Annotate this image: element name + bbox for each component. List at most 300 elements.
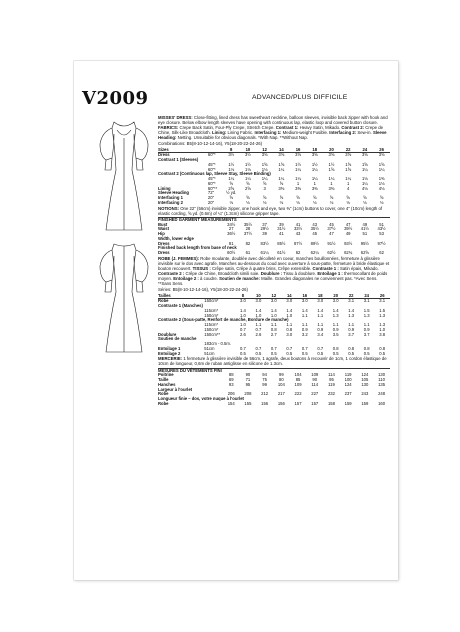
table-cell: 80 — [279, 377, 284, 383]
table-cell: 1¼ — [245, 176, 251, 182]
description-en — [158, 115, 390, 140]
difficulty-label: ADVANCED/PLUS DIFFICILE — [252, 94, 348, 101]
table-cell: 0.8 — [286, 326, 293, 332]
table-cell: 4⅛ — [378, 185, 385, 191]
table-cell: 62⅝ — [360, 250, 369, 256]
table-cell: 0.8 — [332, 345, 339, 351]
row-label: Dress — [158, 240, 170, 246]
table-cell: 3.1 — [379, 298, 386, 304]
text-segment: ROBE (J. FEMMES): — [158, 255, 200, 261]
row-label: Interfacing 2 — [158, 199, 183, 205]
table-cell: 3.0 — [239, 298, 246, 304]
table-cell: 119 — [328, 381, 335, 387]
table-cell: 0.7 — [255, 326, 262, 332]
text-segment: Entoilage 2 : — [173, 276, 199, 282]
table-cell: 3 — [263, 185, 266, 191]
text-segment: Contrast 1: — [275, 125, 299, 131]
table-cell: 1⅝ — [378, 161, 385, 167]
table-cell: 104 — [294, 372, 302, 378]
text-segment: Robe moulante, doublée avec décolleté en coeur, manches bouillonnées, fermeture à glissière invisible sur le dos avec agrafe. Manches au-dessous du coud avec ouverture à sous-patte, fermeture à bride élastique et bouton recouvert. — [158, 255, 390, 272]
text-segment: Close-fitting, lined dress has sweetheart neckline, balloon sleeves, invisible back zipper with hook and eye closure. Below elbow length sleeves have opening with continuous lap, elastic loop and covered button closure. — [158, 115, 388, 126]
table-cell: 71 — [245, 377, 251, 383]
table-cell: 45"* — [207, 176, 216, 182]
table-cell: 1.5 — [363, 307, 370, 313]
table-cell: 36½ — [227, 231, 236, 237]
pattern-number: V2009 — [82, 88, 149, 109]
table-cell: 91½ — [327, 240, 336, 246]
table-cell: 156 — [261, 400, 269, 406]
text-segment: Lining: — [211, 130, 227, 136]
table-cell: 0.5 — [255, 350, 262, 356]
table-cell: 1 — [296, 180, 300, 186]
table-cell: 1⅝ — [328, 166, 335, 172]
text-segment: Contraste 1 : — [312, 266, 339, 272]
table-cell: 208 — [244, 391, 252, 397]
text-segment: à coudre. — [198, 276, 220, 282]
text-segment: Netting. Unsuitable for obvious diagonals. *With Nap. **Without Nap. — [176, 135, 308, 141]
table-cell: 0.8 — [363, 345, 370, 351]
text-segment: Sew-in. — [356, 130, 373, 136]
yardage-table-en — [158, 148, 390, 206]
table-cell: 0.7 — [239, 326, 246, 332]
finished-measurements-en — [158, 217, 390, 256]
table-cell: 37 — [262, 221, 267, 227]
table-cell: 1¼ — [261, 176, 268, 182]
table-cell: 3⅜ — [278, 185, 285, 191]
table-cell: ⅝ — [246, 180, 250, 186]
table-cell: 3⅝ — [345, 152, 352, 158]
table-cell: 51cm — [204, 350, 215, 356]
header-cell: 14 — [273, 148, 290, 153]
text-segment: NOTIONS: — [158, 205, 180, 211]
table-cell: 159 — [361, 400, 369, 406]
row-label: Doublure — [158, 331, 177, 337]
table-cell: 0.7 — [270, 345, 277, 351]
table-cell: 37½ — [327, 226, 336, 232]
table-cell: 1¼ — [295, 166, 301, 172]
table-row — [158, 402, 390, 407]
table-cell: 3⅝ — [311, 152, 318, 158]
garment-line-drawings — [92, 118, 156, 358]
table-cell: 1.3 — [363, 312, 370, 318]
table-cell: 157 — [294, 400, 302, 406]
table-cell: 1.1 — [332, 322, 339, 328]
row-label: Interfacing 1 — [158, 195, 183, 201]
table-cell: 51cm — [204, 345, 215, 351]
text-segment: Crepe Back Satin, Four-Ply Crepe, Stretch Crepe. — [178, 125, 276, 131]
table-cell: 3.4 — [317, 331, 324, 337]
table-cell: 109 — [294, 381, 302, 387]
table-cell: 1½ — [245, 161, 251, 167]
table-cell: 62½ — [327, 250, 336, 256]
table-cell: 1⅛ — [245, 166, 251, 172]
row-label: Robe — [158, 298, 169, 304]
table-cell: 243 — [361, 391, 369, 397]
table-cell: 1¼ — [278, 166, 285, 172]
header-cell: 10 — [251, 294, 266, 299]
table-cell: 2.6 — [255, 331, 262, 337]
row-label: Hanches — [158, 381, 176, 387]
table-cell: 51 — [379, 221, 384, 227]
table-cell: 0.8 — [348, 345, 355, 351]
header-cell: 22 — [343, 294, 358, 299]
table-cell: 35½ — [310, 226, 319, 232]
table-cell: ½ yd. — [226, 190, 237, 196]
section-label: Contraste 2 (Sous-patte, Renfort de manche, Bordure de manche) — [158, 317, 289, 323]
table-cell: 39 — [279, 221, 284, 227]
header-cell: 16 — [297, 294, 312, 299]
table-cell: 81 — [228, 240, 234, 246]
table-cell: 104 — [277, 381, 285, 387]
table-cell: 1⅛ — [228, 166, 235, 172]
table-cell: 0.9 — [332, 326, 339, 332]
table-cell: 1.5 — [379, 307, 386, 313]
table-cell: 1 — [346, 180, 350, 186]
table-cell: 124 — [361, 372, 369, 378]
header-cell: 14 — [282, 294, 297, 299]
table-cell: 45 — [329, 221, 334, 227]
table-cell: 1.4 — [255, 307, 262, 313]
table-cell: 62¾ — [344, 250, 353, 256]
table-cell: 3.0 — [317, 298, 324, 304]
table-cell: 0.5 — [239, 350, 246, 356]
table-cell: 3.7 — [348, 331, 355, 337]
header-cell: Sizes — [158, 148, 208, 153]
text-segment: Crêpe satin, Crêpe à quatre brins, Crêpe extensible. — [210, 266, 313, 272]
table-cell: ⅛ — [296, 199, 300, 205]
table-cell: 1.3 — [332, 312, 339, 318]
table-cell: 0.7 — [317, 345, 324, 351]
table-cell: 60"* — [207, 180, 216, 186]
table-cell: 3.0 — [332, 298, 339, 304]
table-cell: 3⅜ — [311, 185, 318, 191]
table-cell: 115cm* — [204, 322, 219, 328]
table-cell: 60"** — [207, 185, 218, 191]
table-cell: 1.1 — [255, 322, 262, 328]
table-cell: ⅛ — [246, 199, 250, 205]
row-label: Lining — [158, 185, 171, 191]
notions-fr — [158, 356, 390, 366]
table-cell: 158 — [327, 400, 335, 406]
table-cell: 1.4 — [270, 307, 277, 313]
header-cell: 8 — [223, 148, 240, 153]
table-cell: 20" — [207, 195, 215, 201]
table-cell: ⅝ — [379, 195, 384, 201]
table-cell: 0.5 — [301, 350, 308, 356]
table-cell: ⅝ — [312, 195, 317, 201]
section-label: Contrast 2 (Continuous lap, Sleeve Stay, Sleeve Binding) — [158, 171, 271, 177]
header-cell: 18 — [313, 294, 328, 299]
table-cell: 3.2 — [301, 331, 308, 337]
row-label: Dress — [158, 250, 170, 256]
table-cell: 62¼ — [310, 250, 319, 256]
table-cell: 183cm - 0.5m. — [204, 341, 231, 347]
table-cell: 99 — [279, 372, 284, 378]
table-cell: 72" — [207, 190, 215, 196]
table-cell: 119 — [344, 372, 352, 378]
table-cell: 3.1 — [348, 298, 355, 304]
table-cell: ⅝ — [279, 180, 284, 186]
text-segment: thermocollant de poids moyen. — [158, 271, 388, 282]
table-cell: 69 — [228, 377, 234, 383]
table-cell: 1 — [330, 180, 333, 186]
row-label: Entoilage 1 — [158, 345, 181, 351]
table-cell: ⅝ — [363, 195, 367, 201]
section-label: Finished back length from base of neck — [158, 245, 237, 251]
table-cell: 1½ — [295, 161, 301, 167]
section-label: Longueur finie – dos, votre nuque à l'ourlet — [158, 396, 244, 402]
table-cell: 82 — [245, 240, 251, 246]
table-cell: 217 — [277, 391, 285, 397]
table-cell: 41½ — [360, 226, 369, 232]
table-cell: 227 — [311, 391, 319, 397]
table-cell: 154 — [227, 400, 235, 406]
section-label: Contrast 1 (Sleeves) — [158, 157, 199, 163]
header-cell: 26 — [373, 148, 390, 153]
table-cell: 1¼ — [328, 176, 335, 182]
table-cell: 3⅜ — [328, 185, 335, 191]
table-cell: 3⅝ — [378, 152, 385, 158]
table-cell: 1.0 — [255, 312, 262, 318]
table-cell: 248 — [378, 391, 386, 397]
header-cell: 8 — [235, 294, 250, 299]
table-cell: 95 — [329, 377, 334, 383]
text-segment: Doublure : — [260, 271, 283, 277]
table-cell: 105 — [361, 377, 369, 383]
table-cell: 1⅝ — [345, 166, 352, 172]
row-label: Robe — [158, 391, 169, 397]
row-label: Robe — [158, 400, 169, 406]
text-segment: Tissu à doublure. — [282, 271, 318, 277]
table-cell: 212 — [261, 391, 269, 397]
row-label: Waist — [158, 226, 170, 232]
table-cell: 110 — [378, 377, 385, 383]
table-cell: 1.4 — [317, 307, 324, 313]
table-cell: 62 — [295, 250, 301, 256]
table-cell: ⅛ — [329, 199, 334, 205]
table-cell: 1⅝ — [261, 161, 268, 167]
table-cell: 1.4 — [286, 307, 293, 313]
table-cell: 53 — [379, 231, 384, 237]
text-segment: One 22" (56cm) invisible zipper, one hook and eye, two ⅜" (1cm) buttons to cover, one 4" (10cm) length of elastic cording, ⅝ yd. (0.6m) of ¼" (1.3cm) silicone gripper tape. — [158, 205, 383, 216]
table-cell: 2.7 — [270, 331, 277, 337]
table-cell: 60"* — [207, 152, 216, 158]
table-cell: ⅝ — [262, 195, 267, 201]
table-cell: 1⅛ — [361, 176, 368, 182]
table-cell: 1.0 — [270, 312, 277, 318]
table-cell: 114 — [311, 381, 319, 387]
table-cell: 155 — [244, 400, 252, 406]
table-cell: 1.1 — [363, 322, 370, 328]
header-cell: 16 — [290, 148, 307, 153]
section-label: Soutien de manche — [158, 336, 197, 342]
table-cell: 41 — [295, 221, 301, 227]
table-cell: 1.1 — [317, 322, 324, 328]
table-cell: 1.0 — [239, 322, 246, 328]
table-cell: 61¼ — [260, 250, 269, 256]
combinations-fr: Séries: B5(8-10-12-14-16), Y5(18-20-22-24-26) — [158, 287, 248, 293]
table-cell: 150cm* — [204, 312, 219, 318]
table-cell: 1¼ — [278, 176, 285, 182]
table-cell: 206 — [227, 391, 235, 397]
table-cell: 1⅝ — [278, 161, 285, 167]
table-cell: 60"* — [207, 166, 216, 172]
text-segment: Sleeve Heading: — [158, 130, 387, 141]
table-cell — [208, 402, 223, 407]
table-cell: 2⅝ — [228, 185, 235, 191]
section-label: Width, lower edge — [158, 235, 194, 241]
table-cell: 130 — [361, 381, 369, 387]
table-title: FINISHED GARMENT MEASUREMENTS — [158, 217, 390, 222]
table-cell: 232 — [327, 391, 335, 397]
table-cell: 0.5 — [270, 350, 277, 356]
table-cell: 41 — [279, 231, 284, 237]
text-segment: Interfacing 2: — [329, 130, 357, 136]
table-cell: 88 — [228, 372, 234, 378]
text-segment: Interfacing 1: — [254, 130, 282, 136]
table-cell: 49 — [362, 221, 368, 227]
table-cell: 45"* — [207, 161, 216, 167]
table-cell: 43 — [295, 231, 301, 237]
yardage-table-fr — [158, 294, 390, 357]
table-cell: 1.3 — [379, 312, 386, 318]
table-cell: 90 — [312, 377, 318, 383]
table-cell: ⅛ — [229, 199, 233, 205]
table-cell: 90 — [245, 372, 251, 378]
table-cell: 4 — [346, 185, 350, 191]
table-cell: 97½ — [377, 240, 386, 246]
row-label: Dress — [158, 152, 170, 158]
table-cell: 3⅝ — [361, 152, 368, 158]
table-cell: ⅝ — [296, 195, 300, 201]
table-cell: 33½ — [293, 226, 303, 232]
text-segment: TISSUS : — [192, 266, 211, 272]
table-cell: 222 — [294, 391, 302, 397]
finished-measurements-fr — [158, 368, 390, 407]
table-cell: 124 — [344, 381, 352, 387]
table-cell: 43 — [312, 221, 318, 227]
table-cell: 1¼ — [361, 166, 368, 172]
text-segment: FABRICS: — [158, 125, 179, 131]
table-cell: 45 — [312, 231, 318, 237]
header-cell: 20 — [328, 294, 343, 299]
table-cell: 3.1 — [363, 298, 370, 304]
row-label: Sleeve Heading — [158, 190, 189, 196]
text-segment: Satin épais, Mikado. — [338, 266, 379, 272]
table-cell: 1½ — [328, 161, 335, 167]
table-cell: 1⅜ — [378, 176, 385, 182]
table-cell: 37½ — [243, 231, 252, 237]
table-cell: 1.1 — [301, 312, 308, 318]
table-cell: 1¼ — [361, 180, 368, 186]
table-cell: 150cm** — [204, 331, 221, 337]
table-cell: 160 — [378, 400, 386, 406]
table-cell: 93 — [228, 381, 234, 387]
table-cell: 0.7 — [286, 345, 293, 351]
table-cell: 99 — [262, 381, 267, 387]
table-cell: 1½ — [311, 161, 318, 167]
table-cell: 61 — [245, 250, 251, 256]
table-cell: 47 — [329, 231, 334, 237]
table-cell: 61½ — [277, 250, 286, 256]
table-cell: 0.7 — [255, 345, 262, 351]
table-cell: 1.1 — [270, 322, 277, 328]
row-label: Entoilage 2 — [158, 350, 181, 356]
table-cell: 159 — [344, 400, 352, 406]
table-cell: 157 — [311, 400, 319, 406]
table-cell: 1.4 — [332, 307, 339, 313]
table-cell: 93½ — [344, 240, 353, 246]
table-cell: 1⅛ — [261, 166, 268, 172]
row-label: Hip — [158, 231, 165, 237]
table-cell: 1¼ — [378, 166, 385, 172]
table-cell: 2.6 — [239, 331, 246, 337]
section-label: Contraste 1 (Manches) — [158, 303, 203, 309]
text-segment: 1 fermeture à glissière invisible de 56cm, 1 agrafe, deux boutons à recouvrir de 1cm, 1 cordon élastique de 10cm de longueur, 0,6m de ruban antiglisse en silicone de 1.3cm. — [158, 356, 387, 367]
table-cell: ⅛ — [379, 199, 384, 205]
header-cell: 22 — [340, 148, 357, 153]
table-cell: 29½ — [260, 226, 269, 232]
table-cell: 62 — [379, 250, 384, 256]
table-cell: 114 — [328, 372, 335, 378]
table-cell: 237 — [344, 391, 352, 397]
table-cell: 85 — [295, 377, 301, 383]
table-cell: 109 — [311, 372, 319, 378]
table-cell: 1¼ — [345, 176, 352, 182]
table-cell: 1¼ — [295, 176, 301, 182]
table-cell: 1⅝ — [345, 161, 352, 167]
table-cell: ⅝ — [229, 180, 233, 186]
row-label: Taille — [158, 377, 169, 383]
table-cell: 1⅛ — [378, 180, 385, 186]
table-cell: 3⅝ — [328, 152, 335, 158]
table-cell: 1.0 — [286, 312, 293, 318]
table-cell: 75 — [262, 377, 267, 383]
table-cell: ⅛ — [346, 199, 350, 205]
row-label: Bust — [158, 221, 168, 227]
back-view-drawing — [100, 244, 148, 352]
table-cell: 0.5 — [332, 350, 339, 356]
row-label: Poitrine — [158, 372, 174, 378]
table-cell: 39 — [262, 231, 267, 237]
table-cell: 0.9 — [317, 326, 324, 332]
header-cell: 18 — [306, 148, 323, 153]
table-cell: ⅝ — [262, 180, 267, 186]
table-cell: 1.0 — [379, 326, 386, 332]
text-segment: Entoilage 1 : — [317, 271, 343, 277]
text-segment: Crêpe de Chine, Broadcloth simili soie. — [184, 271, 261, 277]
text-segment: Maille. Grandes diagonales ne conviennent pas. *Avec Sens. **Sans Sens. — [158, 276, 378, 287]
section-label: Largeur à l'ourlet — [158, 386, 193, 392]
text-segment: Contrast 2: — [341, 125, 365, 131]
table-cell: 150cm* — [204, 298, 219, 304]
table-cell: 1⅝ — [361, 161, 368, 167]
table-cell: 95½ — [360, 240, 369, 246]
table-cell: 115cm* — [204, 307, 219, 313]
table-cell: 1.3 — [379, 322, 386, 328]
front-view-drawing — [100, 122, 148, 230]
table-cell: 135 — [378, 381, 386, 387]
table-cell: ⅛ — [363, 199, 367, 205]
text-segment: Contraste 2 : — [158, 271, 185, 277]
table-cell: 156 — [277, 400, 285, 406]
table-cell: 31½ — [277, 226, 286, 232]
table-cell: 43½ — [377, 226, 386, 232]
header-cell: 10 — [240, 148, 257, 153]
table-cell: 1 — [313, 180, 316, 186]
table-cell: 3⅝ — [295, 152, 301, 158]
table-cell: 130 — [378, 372, 386, 378]
